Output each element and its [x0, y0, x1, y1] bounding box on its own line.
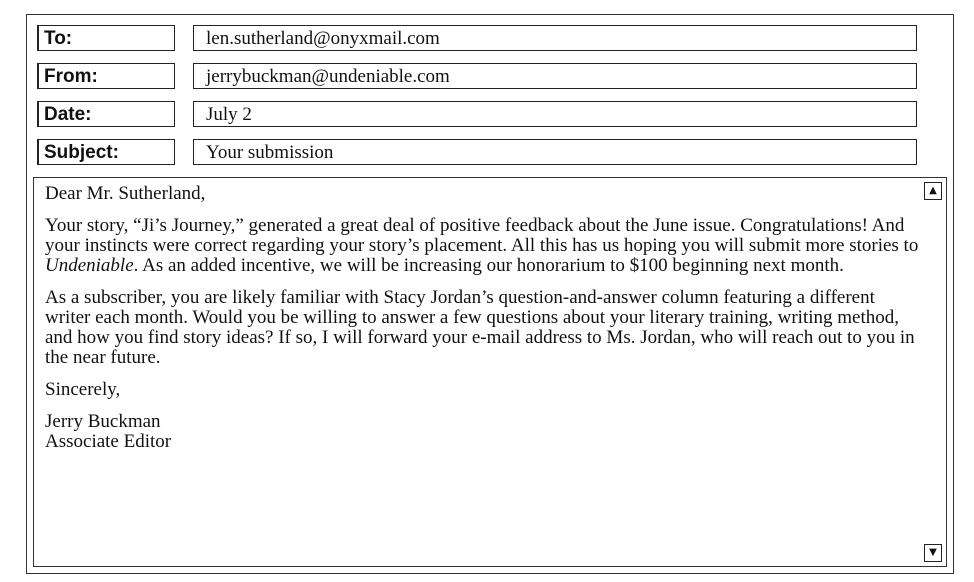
paragraph-1-start: Your story, “Ji’s Journey,” generated a great deal of positive feedback about the June issue. Congratulations! And your instincts were correct regarding your story’s placement. All this has us hoping you will submit more stories to [45, 215, 919, 256]
publication-name: Undeniable [45, 255, 134, 276]
paragraph-2: As a subscriber, you are likely familiar with Stacy Jordan’s question-and-answer column featuring a different writer each month. Would you be willing to answer a few questions about your literary training, writing method, and how you find story ideas? If so, I will forward your e-mail address to Ms. Jordan, who will reach out to you in the near future. [45, 287, 915, 368]
message-body[interactable] [33, 177, 947, 567]
email-window [26, 14, 954, 574]
to-field[interactable]: len.sutherland@onyxmail.com [193, 25, 917, 51]
to-label: To: [37, 25, 175, 51]
greeting: Dear Mr. Sutherland, [45, 183, 206, 204]
from-field[interactable]: jerrybuckman@undeniable.com [193, 63, 917, 89]
date-label: Date: [37, 101, 175, 127]
subject-field[interactable]: Your submission [193, 139, 917, 165]
scroll-down-icon[interactable]: ▼ [924, 544, 942, 562]
subject-label: Subject: [37, 139, 175, 165]
paragraph-1-end: . As an added incentive, we will be increasing our honorarium to $100 beginning next month. [133, 255, 844, 276]
date-field[interactable]: July 2 [193, 101, 917, 127]
signature-title: Associate Editor [45, 431, 172, 452]
closing: Sincerely, [45, 379, 121, 400]
from-label: From: [37, 63, 175, 89]
paragraph-1 [45, 216, 921, 276]
scroll-up-icon[interactable]: ▲ [924, 182, 942, 200]
signature-name: Jerry Buckman [45, 411, 161, 432]
message-text [45, 184, 921, 452]
